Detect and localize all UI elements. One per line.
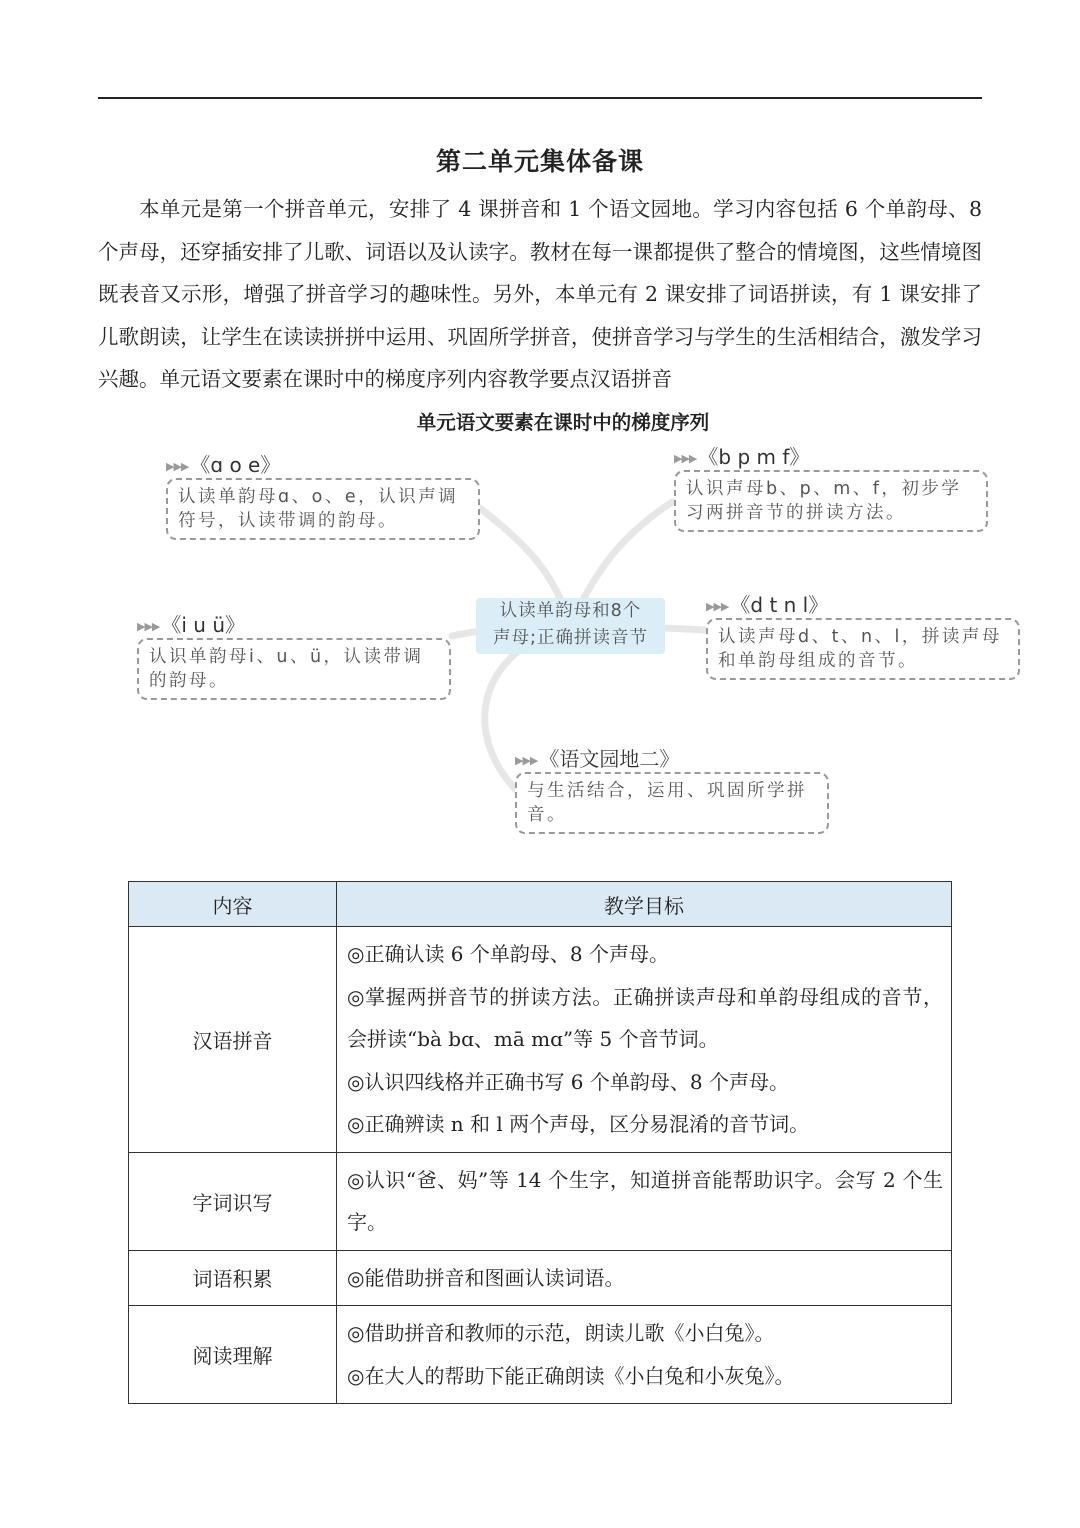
table-row: [129, 1306, 952, 1404]
branch-aoe: [166, 452, 480, 540]
intro-paragraph: 本单元是第一个拼音单元，安排了 4 课拼音和 1 个语文园地。学习内容包括 6 个单韵母、8 个声母，还穿插安排了儿歌、词语以及认读字。教材在每一课都提供了整合的情境图，这些情境图既表音又示形，增强了拼音学习的趣味性。另外，本单元有 2 课安排了词语拼读，有 1 课安排了儿歌朗读，让学生在读读拼拼中运用、巩固所学拼音，使拼音学习与学生的生活相结合，激发学习兴趣。单元语文要素在课时中的梯度序列内容教学要点汉语拼音: [98, 197, 982, 391]
goals-cell: [337, 1306, 952, 1404]
branch-desc: 认识单韵母i、u、ü，认读带调的韵母。: [137, 638, 451, 700]
table-row: [129, 1152, 952, 1250]
mindmap-title: 单元语文要素在课时中的梯度序列: [416, 411, 710, 434]
top-rule: [98, 97, 982, 99]
category-cell: 字词识写: [129, 1152, 337, 1250]
category-cell: 阅读理解: [129, 1306, 337, 1404]
branch-desc: 认识声母b、p、m、f，初步学习两拼音节的拼读方法。: [674, 470, 988, 532]
table-row: [129, 927, 952, 1153]
category-cell: 词语积累: [129, 1250, 337, 1306]
goal-item: ◎认识四线格并正确书写 6 个单韵母、8 个声母。: [347, 1069, 789, 1094]
branch-bpmf: [674, 444, 988, 532]
center-line-2: 声母;正确拼读音节: [493, 628, 648, 648]
goals-cell: [337, 1152, 952, 1250]
goal-item: ◎在大人的帮助下能正确朗读《小白兔和小灰兔》。: [347, 1363, 795, 1388]
arrows-icon: ▶▶▶: [166, 460, 189, 473]
goals-cell: [337, 1250, 952, 1306]
branch-title: 《i u ü》: [161, 613, 246, 637]
goal-item: ◎掌握两拼音节的拼读方法。正确拼读声母和单韵母组成的音节，会拼读“bà bɑ、mā mɑ”等 5 个音节词。: [347, 984, 943, 1051]
branch-dtnl: [706, 592, 1020, 680]
mindmap-center: [476, 598, 665, 654]
goal-item: ◎能借助拼音和图画认读词语。: [347, 1265, 625, 1290]
branch-desc: 认读单韵母ɑ、o、e，认识声调符号，认读带调的韵母。: [166, 478, 480, 540]
goal-item: ◎借助拼音和教师的示范，朗读儿歌《小白兔》。: [347, 1321, 775, 1345]
branch-title: 《b p m f》: [698, 445, 810, 469]
header-content: 内容: [129, 882, 337, 927]
branch-title: 《语文园地二》: [539, 747, 680, 771]
arrows-icon: ▶▶▶: [137, 620, 160, 633]
table-row: [129, 1250, 952, 1306]
header-goals: 教学目标: [337, 882, 952, 927]
arrows-icon: ▶▶▶: [515, 754, 538, 767]
center-line-1: 认读单韵母和8个: [499, 601, 642, 621]
goal-item: ◎认识“爸、妈”等 14 个生字，知道拼音能帮助识字。会写 2 个生字。: [347, 1167, 943, 1234]
arrows-icon: ▶▶▶: [674, 452, 697, 465]
table-header-row: [129, 882, 952, 927]
goal-item: ◎正确认读 6 个单韵母、8 个声母。: [347, 942, 669, 966]
page-title: 第二单元集体备课: [435, 147, 644, 176]
branch-garden: [515, 746, 829, 834]
category-cell: 汉语拼音: [129, 927, 337, 1153]
goals-cell: [337, 927, 952, 1153]
arrows-icon: ▶▶▶: [706, 600, 729, 613]
goals-table: [128, 881, 952, 1404]
mindmap: [0, 430, 1080, 850]
branch-desc: 与生活结合，运用、巩固所学拼音。: [515, 772, 829, 834]
goal-item: ◎正确辨读 n 和 l 两个声母，区分易混淆的音节词。: [347, 1112, 810, 1136]
branch-title: 《ɑ o e》: [190, 453, 281, 477]
branch-iuu: [137, 612, 451, 700]
branch-desc: 认读声母d、t、n、l，拼读声母和单韵母组成的音节。: [706, 618, 1020, 680]
branch-title: 《d t n l》: [730, 593, 829, 617]
